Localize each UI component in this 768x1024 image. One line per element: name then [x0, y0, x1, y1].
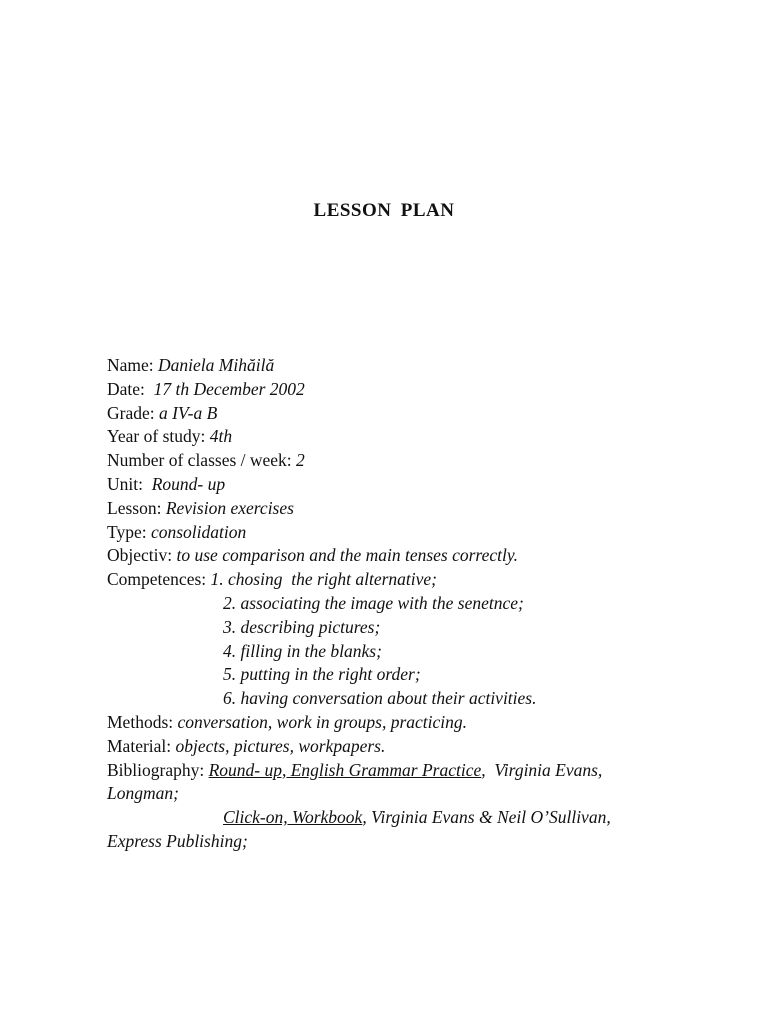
- grade-value: a IV-a B: [159, 402, 218, 423]
- classes-value: 2: [296, 450, 305, 471]
- competence-item: 6. having conversation about their activities.: [223, 688, 537, 709]
- date-value: 17 th December 2002: [153, 378, 305, 399]
- bibliography-continuation-1: Longman;: [107, 783, 179, 804]
- lesson-row: [107, 497, 727, 521]
- document-title: LESSON PLAN: [313, 200, 455, 221]
- material-label: Material:: [107, 735, 172, 756]
- classes-label: Number of classes / week:: [107, 450, 292, 471]
- objective-label: Objectiv:: [107, 545, 173, 566]
- unit-row: [107, 473, 727, 497]
- date-label: Date:: [107, 378, 145, 399]
- year-label: Year of study:: [107, 426, 206, 447]
- grade-row: [107, 402, 727, 426]
- competence-item: 3. describing pictures;: [223, 616, 381, 637]
- unit-label: Unit:: [107, 473, 143, 494]
- grade-label: Grade:: [107, 402, 155, 423]
- type-row: [107, 521, 727, 545]
- competence-item: 1. chosing the right alternative;: [210, 569, 438, 590]
- date-row: [107, 378, 727, 402]
- bibliography-row: [107, 759, 727, 783]
- bibliography-title-1: Round- up, English Grammar Practice: [208, 759, 482, 780]
- objective-value: to use comparison and the main tenses correctly.: [176, 545, 519, 566]
- bibliography-title-2: Click-on, Workbook: [223, 807, 363, 828]
- type-value: consolidation: [150, 521, 247, 542]
- bibliography-label: Bibliography:: [107, 759, 205, 780]
- methods-value: conversation, work in groups, practicing.: [177, 711, 468, 732]
- methods-row: [107, 711, 727, 735]
- objective-row: [107, 544, 727, 568]
- name-row: [107, 354, 727, 378]
- name-value: Daniela Mihăilă: [158, 355, 275, 375]
- competences-label: Competences:: [107, 569, 207, 590]
- lesson-details: [107, 354, 727, 854]
- classes-row: [107, 449, 727, 473]
- lesson-label: Lesson:: [107, 497, 162, 518]
- unit-value: Round- up: [151, 473, 226, 494]
- material-value: objects, pictures, workpapers.: [175, 735, 386, 756]
- methods-label: Methods:: [107, 711, 174, 732]
- competence-item: 4. filling in the blanks;: [223, 640, 382, 661]
- competence-item: 5. putting in the right order;: [223, 664, 421, 685]
- bibliography-row-2: [107, 806, 727, 830]
- type-label: Type:: [107, 521, 147, 542]
- name-label: Name:: [107, 355, 154, 375]
- bibliography-continuation-2: Express Publishing;: [107, 830, 248, 851]
- bibliography-details-1: , Virginia Evans,: [481, 759, 603, 780]
- competences-row: [107, 568, 727, 592]
- material-row: [107, 735, 727, 759]
- competence-item: 2. associating the image with the senetnce;: [223, 592, 524, 613]
- bibliography-details-2: , Virginia Evans & Neil O’Sullivan,: [362, 807, 611, 828]
- lesson-value: Revision exercises: [165, 497, 294, 518]
- year-value: 4th: [209, 426, 233, 447]
- year-row: [107, 425, 727, 449]
